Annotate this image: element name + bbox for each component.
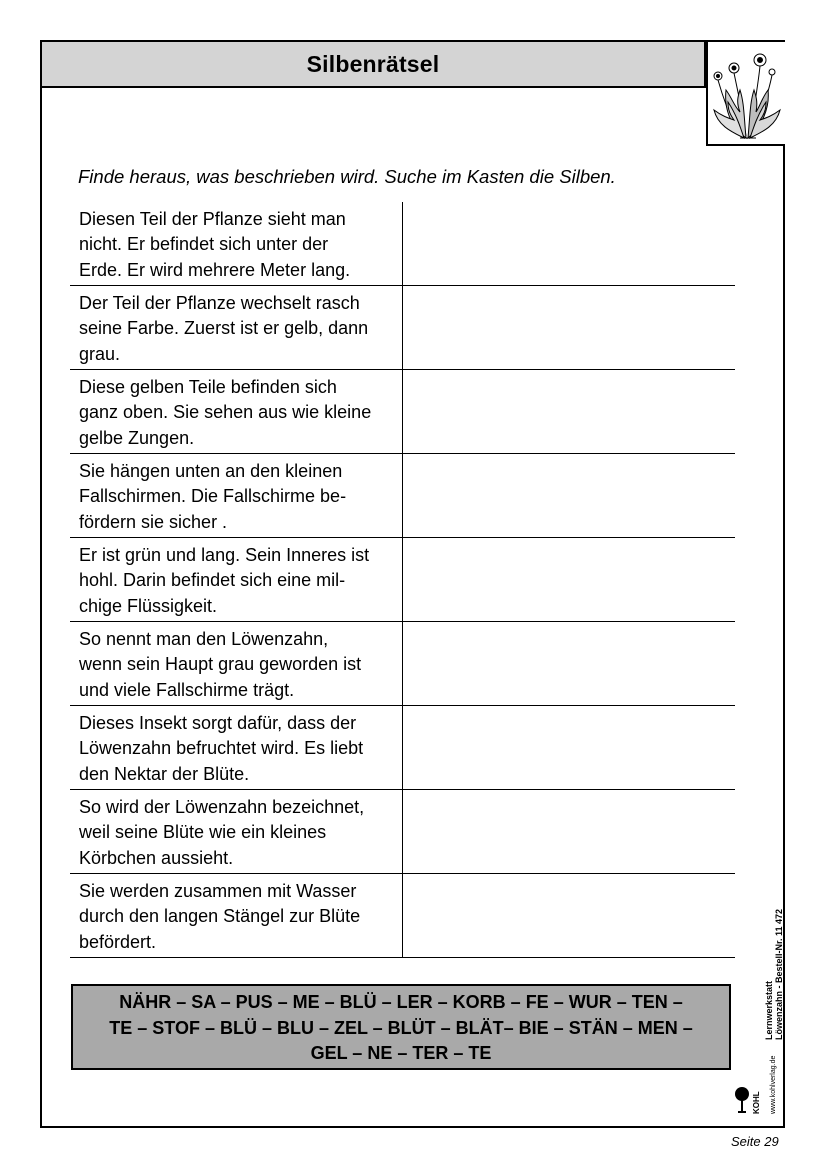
clue-row [70, 538, 735, 622]
answer-field[interactable] [403, 790, 735, 873]
clue-row [70, 790, 735, 874]
page-number: Seite 29 [731, 1134, 779, 1149]
publisher-name: KOHL [752, 1091, 761, 1114]
answer-field[interactable] [403, 370, 735, 453]
clue-text: Sie hängen unten an den kleinen Fallschirmen. Die Fallschirme be- fördern sie sicher . [70, 454, 403, 537]
clue-table [70, 202, 735, 958]
clue-text: Der Teil der Pflanze wechselt rasch seine Farbe. Zuerst ist er gelb, dann grau. [70, 286, 403, 369]
clue-row [70, 202, 735, 286]
clue-row [70, 706, 735, 790]
syllable-line: NÄHR – SA – PUS – ME – BLÜ – LER – KORB – FE – WUR – TEN – [119, 992, 683, 1012]
syllable-line: GEL – NE – TER – TE [310, 1043, 492, 1063]
syllable-box [71, 984, 731, 1070]
clue-row [70, 286, 735, 370]
answer-field[interactable] [403, 286, 735, 369]
syllable-line: TE – STOF – BLÜ – BLU – ZEL – BLÜT – BLÄT– BIE – STÄN – MEN – [109, 1017, 693, 1038]
title-bar [42, 42, 706, 88]
clue-text: Diesen Teil der Pflanze sieht man nicht. Er befindet sich unter der Erde. Er wird mehrere Meter lang. [70, 202, 403, 285]
worksheet-frame [40, 40, 785, 1128]
instruction-text: Finde heraus, was beschrieben wird. Suche im Kasten die Silben. [78, 166, 616, 187]
answer-field[interactable] [403, 202, 735, 285]
clue-text: Dieses Insekt sorgt dafür, dass der Löwenzahn befruchtet wird. Es liebt den Nektar der Blüte. [70, 706, 403, 789]
publisher-block [732, 1050, 780, 1120]
clue-row [70, 874, 735, 958]
sidebar-line2: Löwenzahn - Bestell-Nr. 11 472 [774, 908, 784, 1040]
dandelion-illustration-icon [706, 42, 785, 146]
clue-text: So wird der Löwenzahn bezeichnet, weil seine Blüte wie ein kleines Körbchen aussieht. [70, 790, 403, 873]
clue-row [70, 370, 735, 454]
sidebar-line1: Lernwerkstatt [764, 980, 774, 1040]
answer-field[interactable] [403, 706, 735, 789]
answer-field[interactable] [403, 454, 735, 537]
kohl-verlag-logo-icon [732, 1084, 752, 1114]
page-title: Silbenrätsel [306, 50, 440, 77]
clue-text: Er ist grün und lang. Sein Inneres ist hohl. Darin befindet sich eine mil- chige Flüssigkeit. [70, 538, 403, 621]
answer-field[interactable] [403, 538, 735, 621]
answer-field[interactable] [403, 874, 735, 957]
clue-text: So nennt man den Löwenzahn, wenn sein Haupt grau geworden ist und viele Fallschirme trägt. [70, 622, 403, 705]
answer-field[interactable] [403, 622, 735, 705]
sidebar-caption [764, 909, 784, 1040]
clue-row [70, 622, 735, 706]
clue-row [70, 454, 735, 538]
clue-text: Diese gelben Teile befinden sich ganz oben. Sie sehen aus wie kleine gelbe Zungen. [70, 370, 403, 453]
publisher-url: www.kohlverlag.de [770, 1055, 777, 1114]
clue-text: Sie werden zusammen mit Wasser durch den langen Stängel zur Blüte befördert. [70, 874, 403, 957]
